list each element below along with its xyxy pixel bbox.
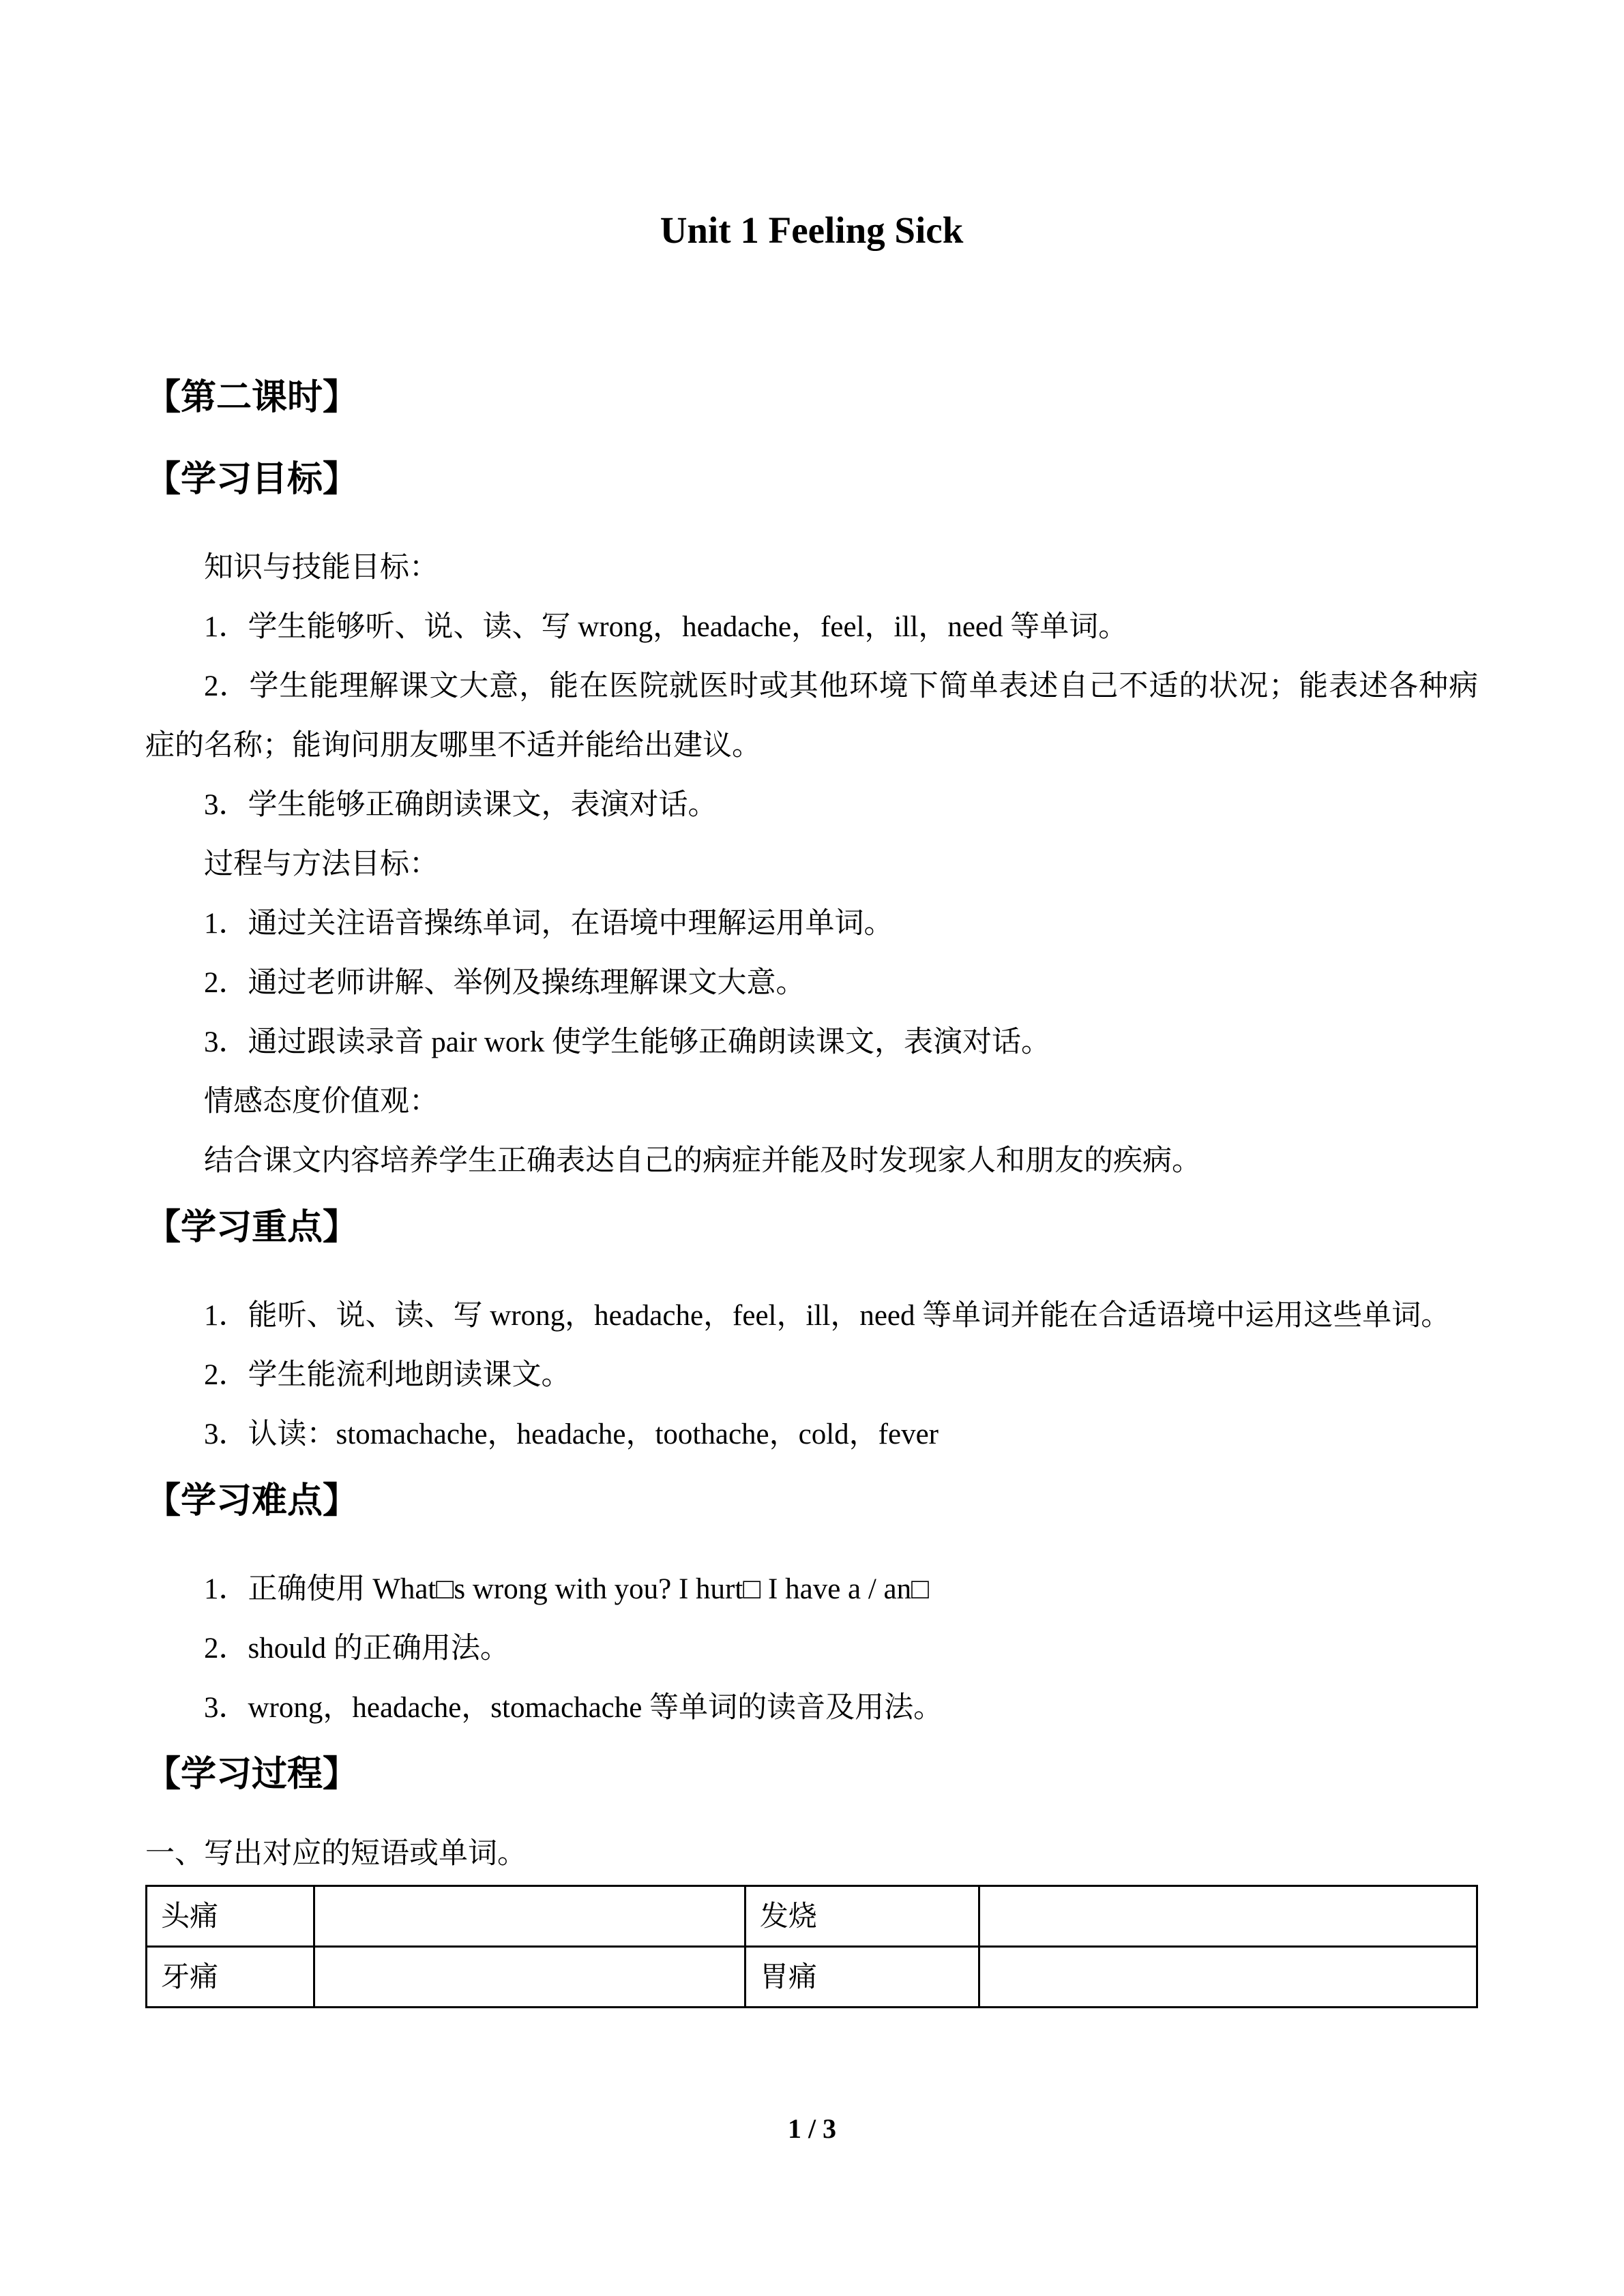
vocab-label-cell: 牙痛 (147, 1947, 314, 2008)
key-points-paragraph: 3．认读：stomachache，headache，toothache，cold，fever (204, 1418, 939, 1450)
key-points-heading: 【学习重点】 (145, 1208, 359, 1247)
vocab-answer-cell (314, 1886, 745, 1947)
difficulties-paragraph: 1．正确使用 What□s wrong with you? I hurt□ I have a / an□ (204, 1573, 930, 1605)
objectives-paragraph: 2．学生能理解课文大意，能在医院就医时或其他环境下简单表述自己不适的状况；能表述各种病症的名称；能询问朋友哪里不适并能给出建议。 (145, 670, 1478, 762)
objectives-paragraph: 情感态度价值观： (204, 1086, 439, 1118)
vocab-table (145, 1885, 1478, 2008)
key-points-paragraph: 1．能听、说、读、写 wrong，headache，feel，ill，need 等单词并能在合适语境中运用这些单词。 (204, 1300, 1451, 1332)
objectives-paragraph: 过程与方法目标： (204, 848, 439, 880)
table-row (147, 1886, 1477, 1947)
difficulties-paragraph: 2．should 的正确用法。 (204, 1632, 510, 1665)
lesson-heading: 【第二课时】 (145, 378, 359, 417)
objectives-paragraph: 1．通过关注语音操练单词，在语境中理解运用单词。 (204, 908, 894, 940)
objectives-paragraph: 2．通过老师讲解、举例及操练理解课文大意。 (204, 967, 806, 999)
vocab-answer-cell (979, 1886, 1477, 1947)
objectives-paragraph: 知识与技能目标： (204, 552, 439, 584)
vocab-answer-cell (979, 1947, 1477, 2008)
vocab-label-cell: 发烧 (745, 1886, 979, 1947)
page-number: 1 / 3 (787, 2113, 837, 2144)
difficulties-paragraph: 3．wrong，headache，stomachache 等单词的读音及用法。 (204, 1692, 943, 1724)
objectives-paragraph: 1．学生能够听、说、读、写 wrong，headache，feel，ill，need 等单词。 (204, 611, 1128, 643)
document-content (145, 0, 1478, 2008)
exercise-title: 一、写出对应的短语或单词。 (145, 1838, 527, 1870)
document-title: Unit 1 Feeling Sick (660, 209, 964, 251)
vocab-answer-cell (314, 1947, 745, 2008)
objectives-heading: 【学习目标】 (145, 460, 359, 499)
key-points-paragraph: 2．学生能流利地朗读课文。 (204, 1359, 571, 1391)
table-row (147, 1947, 1477, 2008)
objectives-paragraph: 结合课文内容培养学生正确表达自己的病症并能及时发现家人和朋友的疾病。 (204, 1145, 1201, 1177)
objectives-paragraph: 3．学生能够正确朗读课文，表演对话。 (204, 789, 718, 821)
objectives-paragraph: 3．通过跟读录音 pair work 使学生能够正确朗读课文，表演对话。 (204, 1026, 1050, 1058)
vocab-label-cell: 胃痛 (745, 1947, 979, 2008)
difficulties-heading: 【学习难点】 (145, 1482, 359, 1521)
vocab-label-cell: 头痛 (147, 1886, 314, 1947)
process-heading: 【学习过程】 (145, 1755, 359, 1794)
